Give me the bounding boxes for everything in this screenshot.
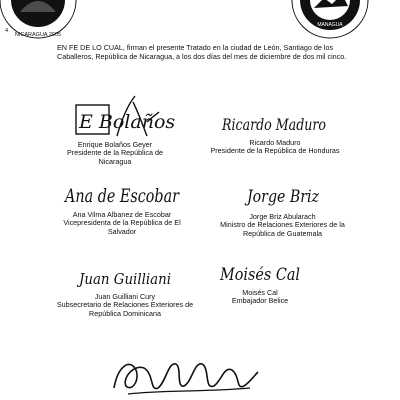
signature-mark-escobar (63, 178, 181, 210)
signature-text-escobar: Ana de Escobar (63, 185, 181, 207)
signature-text-maduro: Ricardo Maduro (221, 115, 326, 134)
signatory-block-el-salvador (52, 178, 192, 236)
signatory-block-belize (210, 256, 310, 306)
signatory-block-guatemala (210, 178, 355, 238)
signature-mark-cal (218, 256, 302, 288)
signatory-block-nicaragua (50, 92, 180, 166)
signatory-name: Jorge Briz Abularach (249, 212, 316, 221)
signatory-block-honduras (210, 110, 340, 156)
signature-mark-bottom (110, 348, 260, 398)
signatory-title: Presidente de la República de Honduras (210, 146, 340, 156)
seal-left-tail-text: 4 (5, 28, 9, 34)
signatory-name: Juan Guilliani Cury (94, 292, 156, 301)
signatory-title: Vicepresidenta de la República de El Salvador (63, 218, 181, 236)
signatory-name: Ana Vilma Albanez de Escobar (72, 210, 172, 219)
signatory-title: Ministro de Relaciones Exteriores de la República de Guatemala (220, 220, 345, 238)
signatory-name: Enrique Bolaños Geyer (77, 140, 153, 149)
signature-mark-maduro (220, 110, 330, 138)
signatory-title: Presidente de la República de Nicaragua (67, 148, 163, 166)
signatory-title: Subsecretario de Relaciones Exteriores de República Dominicana (56, 300, 194, 318)
signatory-name: Ricardo Maduro (249, 138, 301, 147)
treaty-closing-paragraph: EN FE DE LO CUAL, firman el presente Tratado en la ciudad de León, Santiago de los Caballeros, República de Nicaragua, a los dos días del mes de diciembre de dos mil cinco. (57, 43, 347, 62)
seal-left-emblem (0, 0, 78, 40)
signature-mark-guilliani (75, 262, 175, 292)
signature-text-guilliani: Juan Guilliani (76, 270, 172, 288)
seal-right-emblem (290, 0, 370, 40)
signature-text-cal: Moisés Cal (219, 265, 300, 285)
signatory-block-dominican-republic (55, 262, 195, 318)
seal-right-ring-text: MANAGUA (317, 22, 343, 28)
seal-left-ring-text: NICARAGUA 2005 (14, 32, 62, 38)
signature-text-briz: Jorge Briz (244, 187, 320, 207)
signatory-title: Embajador Belice (231, 296, 289, 306)
signature-mark-bolanos (69, 92, 176, 140)
signature-mark-briz (243, 178, 323, 212)
signatory-name: Moisés Cal (242, 288, 278, 297)
signature-text-bolanos: E Bolaños (79, 111, 176, 133)
